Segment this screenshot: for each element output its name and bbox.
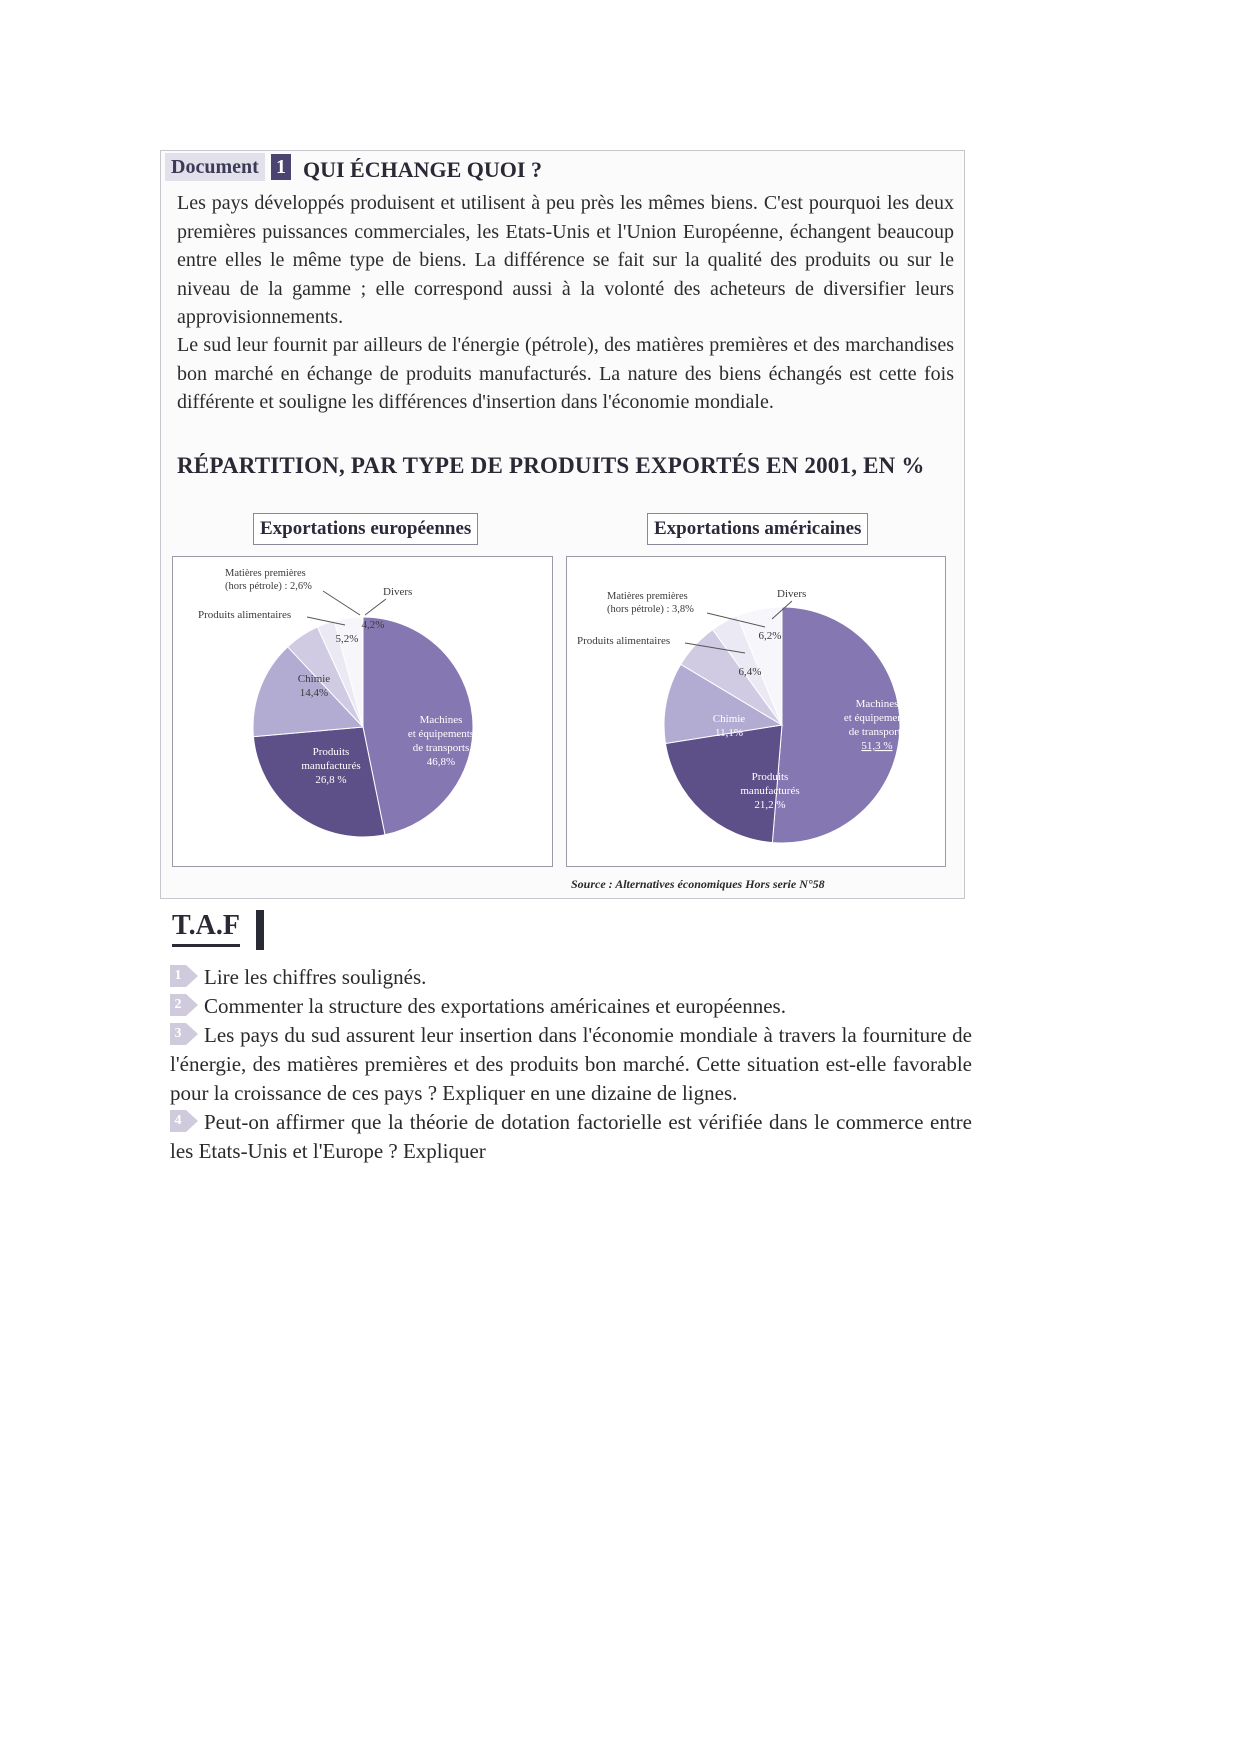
label-machines-us-2: et équipements <box>843 712 911 724</box>
value-alim-eu: 5,2% <box>335 633 359 645</box>
label-matieres-eu-1: Matières premières <box>225 568 306 579</box>
label-divers-eu: Divers <box>383 586 413 598</box>
chart-section-title: RÉPARTITION, PAR TYPE DE PRODUITS EXPORTÉS EN 2001, EN % <box>177 453 925 478</box>
value-divers-us: 6,2% <box>758 630 782 642</box>
label-manuf-us-2: manufacturés <box>740 785 800 797</box>
label-divers-us: Divers <box>777 588 807 600</box>
number-arrow-icon: 4 <box>170 1110 200 1132</box>
paragraph-2: Le sud leur fournit par ailleurs de l'énergie (pétrole), des matières premières et des marchandises bon marché en échange de produits manufacturés. La nature des biens échangés est cette fois différente et souligne les différences d'insertion dans l'économie mondiale. <box>177 334 954 413</box>
document-number: 1 <box>271 154 291 180</box>
value-manuf-us: 21,2 % <box>754 799 786 811</box>
taf-item-1-text: Lire les chiffres soulignés. <box>204 965 427 989</box>
taf-item-4-text: Peut-on affirmer que la théorie de dotation factorielle est vérifiée dans le commerce entre les Etats-Unis et l'Europe ? Expliquer <box>170 1110 972 1163</box>
value-divers-eu: 4,2% <box>361 619 385 631</box>
pie-slice-us-produits-manufactures <box>665 725 782 843</box>
label-alim-eu: Produits alimentaires <box>198 609 292 621</box>
label-alim-us: Produits alimentaires <box>577 635 671 647</box>
taf-item-4 <box>170 1108 972 1166</box>
pie-svg-usa <box>567 557 945 866</box>
label-chimie-eu: Chimie <box>297 673 331 685</box>
chart-caption-europe: Exportations européennes <box>253 513 478 545</box>
pie-slices-europe <box>253 617 473 837</box>
label-matieres-eu-2: (hors pétrole) : 2,6% <box>225 581 312 592</box>
value-chimie-us: 11,1% <box>714 727 744 739</box>
leader-matieres-eu <box>323 591 360 615</box>
label-machines-us-3: de transports <box>848 726 906 738</box>
document-box <box>160 150 965 899</box>
pie-slice-us-machines-et-equipements-de-transports <box>772 607 900 843</box>
taf-title: T.A.F <box>172 910 240 947</box>
chart-caption-usa: Exportations américaines <box>647 513 868 545</box>
label-machines-eu-3: de transports <box>412 742 470 754</box>
label-chimie-us: Chimie <box>712 713 746 725</box>
pie-chart-europe <box>172 556 553 867</box>
label-manuf-eu-1: Produits <box>312 746 350 758</box>
leader-divers-eu <box>365 599 386 615</box>
taf-list <box>170 963 972 1166</box>
pie-svg-europe <box>173 557 552 866</box>
value-alim-us: 6,4% <box>738 666 762 678</box>
number-arrow-icon: 2 <box>170 994 200 1016</box>
pie-chart-usa <box>566 556 946 867</box>
value-chimie-eu: 14,4% <box>299 687 329 699</box>
value-machines-eu: 46,8% <box>426 756 456 768</box>
label-matieres-us-2: (hors pétrole) : 3,8% <box>607 604 694 615</box>
number-arrow-icon: 3 <box>170 1023 200 1045</box>
label-matieres-us-1: Matières premières <box>607 591 688 602</box>
taf-item-1 <box>170 963 972 992</box>
number-arrow-icon: 1 <box>170 965 200 987</box>
value-machines-us: 51,3 % <box>861 740 893 752</box>
source-note: Source : Alternatives économiques Hors serie N°58 <box>571 877 825 891</box>
taf-item-2 <box>170 992 972 1021</box>
label-machines-eu-2: et équipements <box>407 728 475 740</box>
label-machines-us-1: Machines <box>855 698 899 710</box>
paragraph-1: Les pays développés produisent et utilisent à peu près les mêmes biens. C'est pourquoi les deux premières puissances commerciales, les Etats-Unis et l'Union Européenne, échangent beaucoup entre elles le même type de biens. La différence se fait sur la qualité des produits ou sur le niveau de la gamme ; elle correspond aussi à la volonté des acheteurs de diversifier leurs approvisionnements. <box>177 192 954 328</box>
taf-item-2-text: Commenter la structure des exportations américaines et européennes. <box>204 994 786 1018</box>
label-manuf-us-1: Produits <box>751 771 789 783</box>
document-label: Document <box>165 153 265 181</box>
label-machines-eu-1: Machines <box>419 714 463 726</box>
taf-item-3 <box>170 1021 972 1108</box>
value-manuf-eu: 26,8 % <box>315 774 347 786</box>
document-title: QUI ÉCHANGE QUOI ? <box>303 157 542 182</box>
label-manuf-eu-2: manufacturés <box>301 760 361 772</box>
taf-item-3-text: Les pays du sud assurent leur insertion dans l'économie mondiale à travers la fourniture de l'énergie, des matières premières et des produits bon marché. Cette situation est-elle favorable pour la croissance de ces pays ? Expliquer en une dizaine de lignes. <box>170 1023 972 1105</box>
taf-title-bar <box>256 910 264 950</box>
